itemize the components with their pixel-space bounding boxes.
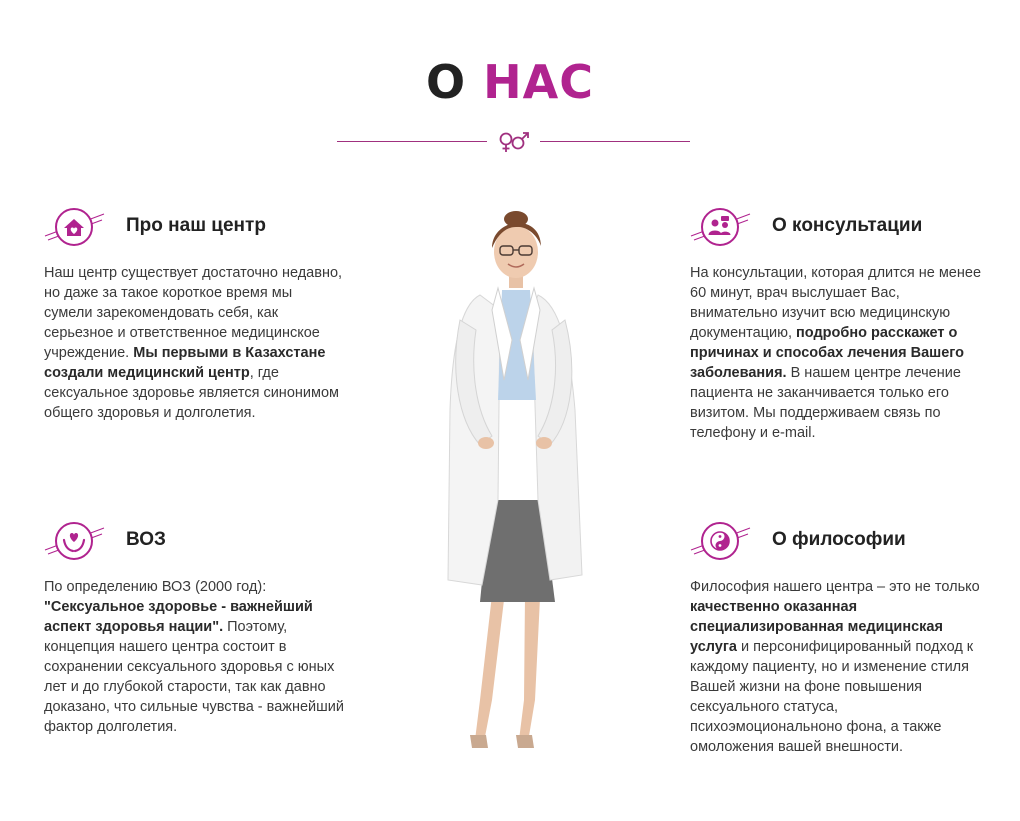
yin-yang-icon (690, 520, 752, 566)
block-text (44, 577, 344, 737)
section-title (0, 55, 1020, 109)
house-heart-icon (44, 206, 106, 252)
gender-symbols-icon (494, 130, 534, 154)
text-run: Наш центр существует достаточно недавно, но даже за такое короткое время мы сумели зарекомендовать себя, как серьезное и ответственное медицинское учреждение. (44, 265, 343, 361)
text-run: На консультации, которая длится не менее 60 минут, врач выслушает Вас, внимательно изучит всю медицинскую документацию, (690, 265, 982, 341)
text-run: , где сексуальное здоровье является синонимом общего здоровья и долголетия. (44, 365, 339, 421)
bold-text-run: качественно оказанная специализированная медицинская услуга (690, 599, 943, 655)
block-text (44, 263, 344, 423)
block-text (690, 577, 990, 757)
section-title-part1: О (426, 55, 467, 109)
text-run: Философия нашего центра – это не только (690, 579, 980, 595)
bold-text-run: подробно расскажет о причинах и способах лечения Вашего заболевания. (690, 325, 964, 381)
title-divider (0, 130, 1020, 154)
block-title: О философии (772, 529, 906, 550)
consultation-people-icon (690, 206, 752, 252)
text-run: Поэтому, концепция нашего центра состоит в сохранении сексуального здоровья с юных лет и до глубокой старости, так как давно доказано, что сильные чувства - важнейший фактор долголетия. (44, 619, 344, 735)
hands-heart-icon (44, 520, 106, 566)
text-run: По определению ВОЗ (2000 год): (44, 579, 267, 595)
text-run: В нашем центре лечение пациента не заканчивается только его визитом. Мы поддерживаем связь по телефону и e-mail. (690, 365, 961, 441)
divider-line-right (540, 141, 690, 142)
block-title: О консультации (772, 215, 923, 236)
block-title: Про наш центр (126, 215, 266, 236)
divider-line-left (337, 141, 487, 142)
doctor-image (420, 200, 605, 760)
block-title: ВОЗ (126, 529, 166, 550)
bold-text-run: "Сексуальное здоровье - важнейший аспект здоровья нации". (44, 599, 313, 635)
bold-text-run: Мы первыми в Казахстане создали медицинский центр (44, 345, 326, 381)
section-title-part2: НАС (483, 55, 594, 109)
text-run: и персонифицированный подход к каждому пациенту, но и изменение стиля Вашей жизни на фоне повышения сексуального статуса, психоэмоциональноно фона, а также омоложения вашей внешности. (690, 639, 974, 755)
block-text (690, 263, 990, 443)
